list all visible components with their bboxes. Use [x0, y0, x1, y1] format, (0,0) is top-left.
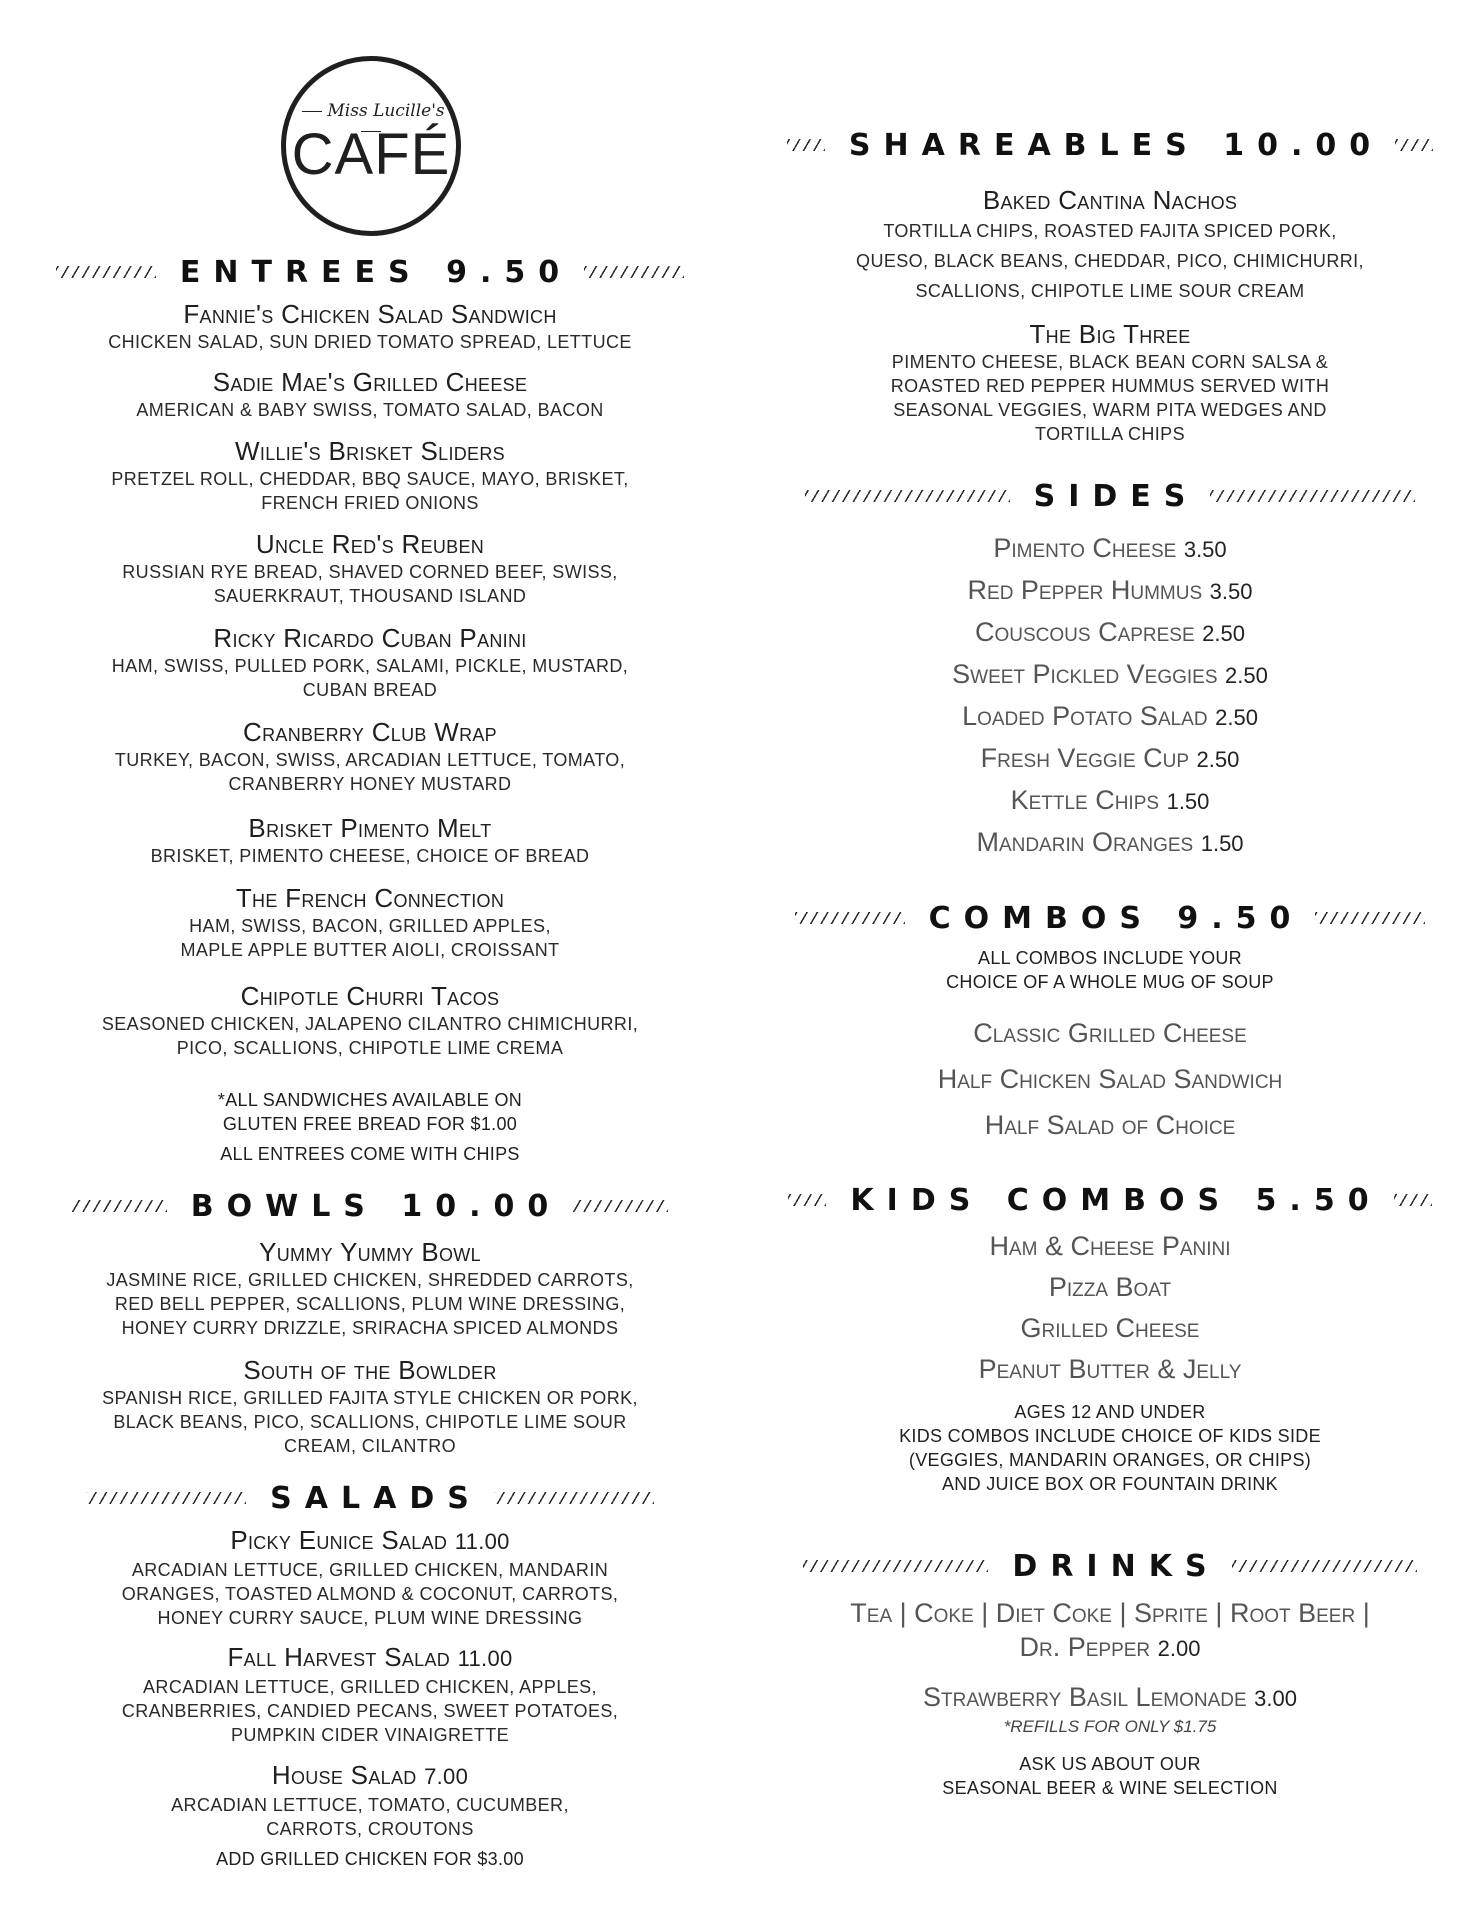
item-desc: TORTILLA CHIPS: [1035, 424, 1185, 444]
sides-header: [800, 476, 1420, 516]
bowl-item: [60, 1354, 680, 1458]
shareable-item: [800, 318, 1420, 446]
drink-price: 3.00: [1254, 1686, 1297, 1711]
item-name: Ricky Ricardo Cuban Panini: [213, 623, 527, 653]
combo-item: Classic Grilled Cheese: [973, 1018, 1247, 1048]
item-desc: SPANISH RICE, GRILLED FAJITA STYLE CHICKEN OR PORK,: [102, 1388, 638, 1408]
item-name: Yummy Yummy Bowl: [259, 1237, 481, 1267]
item-desc: ORANGES, TOASTED ALMOND & COCONUT, CARROTS,: [121, 1584, 619, 1604]
item-desc: SCALLIONS, CHIPOTLE LIME SOUR CREAM: [915, 281, 1305, 301]
kids-combos-title: KIDS COMBOS 5.50: [850, 1182, 1382, 1218]
item-desc: BLACK BEANS, PICO, SCALLIONS, CHIPOTLE LIME SOUR: [113, 1412, 627, 1432]
kids-item: Grilled Cheese: [1020, 1313, 1200, 1343]
item-name: Sadie Mae's Grilled Cheese: [212, 367, 528, 397]
item-desc: HAM, SWISS, BACON, GRILLED APPLES,: [189, 916, 551, 936]
item-name: Brisket Pimento Melt: [248, 813, 492, 843]
side-item: [800, 654, 1420, 696]
item-desc: RUSSIAN RYE BREAD, SHAVED CORNED BEEF, SWISS,: [122, 562, 618, 582]
note-line: ALL COMBOS INCLUDE YOUR: [978, 948, 1242, 968]
side-item: [800, 696, 1420, 738]
item-desc: TORTILLA CHIPS, ROASTED FAJITA SPICED PORK,: [883, 221, 1337, 241]
item-desc: JASMINE RICE, GRILLED CHICKEN, SHREDDED CARROTS,: [106, 1270, 634, 1290]
add-chicken-note: ADD GRILLED CHICKEN FOR $3.00: [216, 1849, 524, 1869]
drinks-list: [800, 1596, 1420, 1800]
side-price: 2.50: [1202, 621, 1245, 646]
entree-item: [60, 435, 680, 515]
item-name: House Salad: [271, 1760, 417, 1790]
item-desc: PUMPKIN CIDER VINAIGRETTE: [230, 1725, 510, 1745]
drink-name: Strawberry Basil Lemonade: [923, 1682, 1247, 1712]
refill-note: *REFILLS FOR ONLY $1.75: [1003, 1717, 1217, 1736]
hatch-divider: [573, 1200, 668, 1212]
bowl-item: [60, 1236, 680, 1340]
hatch-divider: [1395, 139, 1433, 151]
side-price: 2.50: [1225, 663, 1268, 688]
drinks-line: [800, 1630, 1420, 1666]
item-name: Chipotle Churri Tacos: [240, 981, 500, 1011]
shareables-header: [800, 125, 1420, 165]
gluten-free-note: [60, 1088, 680, 1166]
side-name: Pimento Cheese: [993, 533, 1177, 563]
shareables-title: SHAREABLES 10.00: [848, 127, 1384, 163]
sides-title: SIDES: [1033, 478, 1199, 514]
item-desc: MAPLE APPLE BUTTER AIOLI, CROISSANT: [180, 940, 560, 960]
item-desc: PRETZEL ROLL, CHEDDAR, BBQ SAUCE, MAYO, BRISKET,: [111, 469, 629, 489]
item-name: Uncle Red's Reuben: [255, 529, 485, 559]
note-line: SEASONAL BEER & WINE SELECTION: [942, 1778, 1278, 1798]
item-name: Willie's Brisket Sliders: [235, 436, 505, 466]
lemonade-line: [800, 1680, 1420, 1716]
item-desc: ARCADIAN LETTUCE, GRILLED CHICKEN, MANDARIN: [131, 1560, 609, 1580]
note-line: GLUTEN FREE BREAD FOR $1.00: [222, 1114, 518, 1134]
item-desc: RED BELL PEPPER, SCALLIONS, PLUM WINE DRESSING,: [114, 1294, 626, 1314]
item-name: Picky Eunice Salad: [230, 1525, 448, 1555]
item-name: Fall Harvest Salad: [227, 1642, 451, 1672]
hatch-divider: [788, 1194, 826, 1206]
entree-item: [60, 298, 680, 354]
side-price: 1.50: [1200, 831, 1244, 856]
item-desc: SEASONAL VEGGIES, WARM PITA WEDGES AND: [893, 400, 1327, 420]
hatch-divider: [795, 912, 905, 924]
item-desc: CREAM, CILANTRO: [283, 1436, 457, 1456]
kids-item: Peanut Butter & Jelly: [978, 1354, 1242, 1384]
item-desc: FRENCH FRIED ONIONS: [261, 493, 479, 513]
item-desc: QUESO, BLACK BEANS, CHEDDAR, PICO, CHIMICHURRI,: [856, 251, 1364, 271]
hatch-divider: [494, 1492, 654, 1504]
hatch-divider: [1210, 490, 1415, 502]
side-name: Kettle Chips: [1010, 785, 1160, 815]
bowls-title: BOWLS 10.00: [190, 1188, 562, 1224]
note-line: (VEGGIES, MANDARIN ORANGES, OR CHIPS): [908, 1450, 1312, 1470]
salad-item: [60, 1759, 680, 1871]
side-name: Sweet Pickled Veggies: [952, 659, 1218, 689]
entrees-title: ENTREES 9.50: [179, 254, 573, 290]
combos-header: [800, 898, 1420, 938]
side-price: 1.50: [1166, 789, 1210, 814]
item-name: Cranberry Club Wrap: [243, 717, 497, 747]
side-price: 3.50: [1183, 537, 1227, 562]
hatch-divider: [56, 266, 156, 278]
hatch-divider: [1232, 1560, 1417, 1572]
kids-item: Pizza Boat: [1048, 1272, 1172, 1302]
item-desc: CUBAN BREAD: [302, 680, 438, 700]
entree-item: [60, 716, 680, 796]
item-desc: ARCADIAN LETTUCE, TOMATO, CUCUMBER,: [171, 1795, 569, 1815]
item-name: Fannie's Chicken Salad Sandwich: [183, 299, 557, 329]
entree-item: [60, 622, 680, 702]
side-price: 3.50: [1209, 579, 1253, 604]
logo-main: CAFÉ: [291, 122, 451, 187]
item-name: Baked Cantina Nachos: [982, 185, 1238, 215]
item-desc: CRANBERRIES, CANDIED PECANS, SWEET POTATOES,: [121, 1701, 619, 1721]
drink-price: 2.00: [1157, 1636, 1201, 1661]
note-line: AGES 12 AND UNDER: [1014, 1402, 1206, 1422]
hatch-divider: [86, 1492, 246, 1504]
item-desc: CRANBERRY HONEY MUSTARD: [228, 774, 512, 794]
side-item: [800, 612, 1420, 654]
salad-item: [60, 1524, 680, 1630]
item-desc: CHICKEN SALAD, SUN DRIED TOMATO SPREAD, LETTUCE: [108, 332, 632, 352]
item-desc: HONEY CURRY SAUCE, PLUM WINE DRESSING: [157, 1608, 583, 1628]
kids-note: [800, 1400, 1420, 1496]
entree-item: [60, 366, 680, 422]
salad-item: [60, 1641, 680, 1747]
hatch-divider: [1315, 912, 1425, 924]
entrees-header: [60, 252, 680, 292]
combo-item: Half Salad of Choice: [984, 1110, 1236, 1140]
side-item: [800, 822, 1420, 864]
item-desc: BRISKET, PIMENTO CHEESE, CHOICE OF BREAD: [150, 846, 590, 866]
entree-item: [60, 528, 680, 608]
item-desc: CARROTS, CROUTONS: [266, 1819, 474, 1839]
side-item: [800, 528, 1420, 570]
kids-combos-header: [800, 1180, 1420, 1220]
bowls-header: [60, 1186, 680, 1226]
hatch-divider: [72, 1200, 167, 1212]
item-desc: PIMENTO CHEESE, BLACK BEAN CORN SALSA &: [891, 352, 1329, 372]
item-desc: SAUERKRAUT, THOUSAND ISLAND: [213, 586, 527, 606]
drink-name: Dr. Pepper: [1019, 1632, 1151, 1662]
side-name: Fresh Veggie Cup: [980, 743, 1190, 773]
entree-item: [60, 812, 680, 868]
chips-note: ALL ENTREES COME WITH CHIPS: [220, 1144, 520, 1164]
hatch-divider: [803, 1560, 988, 1572]
item-desc: HAM, SWISS, PULLED PORK, SALAMI, PICKLE, MUSTARD,: [111, 656, 629, 676]
item-desc: HONEY CURRY DRIZZLE, SRIRACHA SPICED ALMONDS: [121, 1318, 619, 1338]
drinks-header: [800, 1546, 1420, 1586]
note-line: AND JUICE BOX OR FOUNTAIN DRINK: [942, 1474, 1278, 1494]
item-desc: TURKEY, BACON, SWISS, ARCADIAN LETTUCE, TOMATO,: [114, 750, 626, 770]
entree-item: [60, 980, 680, 1060]
hatch-divider: [805, 490, 1010, 502]
shareable-item: [800, 184, 1420, 306]
side-item: [800, 570, 1420, 612]
note-line: *ALL SANDWICHES AVAILABLE ON: [217, 1090, 523, 1110]
salads-header: [60, 1478, 680, 1518]
entree-item: [60, 882, 680, 962]
side-name: Mandarin Oranges: [976, 827, 1194, 857]
combos-note: [800, 946, 1420, 994]
item-price: 11.00: [457, 1646, 513, 1671]
drinks-line: Tea | Coke | Diet Coke | Sprite | Root Beer |: [850, 1598, 1370, 1628]
hatch-divider: [787, 139, 825, 151]
item-desc: AMERICAN & BABY SWISS, TOMATO SALAD, BACON: [136, 400, 604, 420]
item-name: South of the Bowlder: [243, 1355, 497, 1385]
side-name: Red Pepper Hummus: [967, 575, 1203, 605]
side-item: [800, 780, 1420, 822]
hatch-divider: [584, 266, 684, 278]
side-item: [800, 738, 1420, 780]
combos-title: COMBOS 9.50: [928, 900, 1304, 936]
hatch-divider: [1394, 1194, 1432, 1206]
item-price: 7.00: [424, 1764, 469, 1789]
item-desc: ARCADIAN LETTUCE, GRILLED CHICKEN, APPLES,: [143, 1677, 597, 1697]
drinks-title: DRINKS: [1012, 1548, 1220, 1584]
kids-item: Ham & Cheese Panini: [989, 1231, 1231, 1261]
combo-item: Half Chicken Salad Sandwich: [937, 1064, 1283, 1094]
side-name: Loaded Potato Salad: [962, 701, 1208, 731]
item-name: The French Connection: [235, 883, 505, 913]
kids-list: [800, 1226, 1420, 1390]
salads-title: SALADS: [270, 1480, 482, 1516]
note-line: ASK US ABOUT OUR: [1019, 1754, 1201, 1774]
item-price: 11.00: [454, 1529, 510, 1554]
combos-list: [800, 1010, 1420, 1148]
side-price: 2.50: [1196, 747, 1240, 772]
item-desc: PICO, SCALLIONS, CHIPOTLE LIME CREMA: [176, 1038, 564, 1058]
cafe-logo: [281, 56, 461, 236]
item-name: The Big Three: [1029, 319, 1191, 349]
item-desc: SEASONED CHICKEN, JALAPENO CILANTRO CHIMICHURRI,: [101, 1014, 639, 1034]
logo-script: Miss Lucille's: [286, 101, 456, 141]
side-name: Couscous Caprese: [975, 617, 1195, 647]
note-line: CHOICE OF A WHOLE MUG OF SOUP: [946, 972, 1274, 992]
note-line: KIDS COMBOS INCLUDE CHOICE OF KIDS SIDE: [899, 1426, 1321, 1446]
sides-list: [800, 528, 1420, 864]
item-desc: ROASTED RED PEPPER HUMMUS SERVED WITH: [890, 376, 1330, 396]
side-price: 2.50: [1215, 705, 1258, 730]
